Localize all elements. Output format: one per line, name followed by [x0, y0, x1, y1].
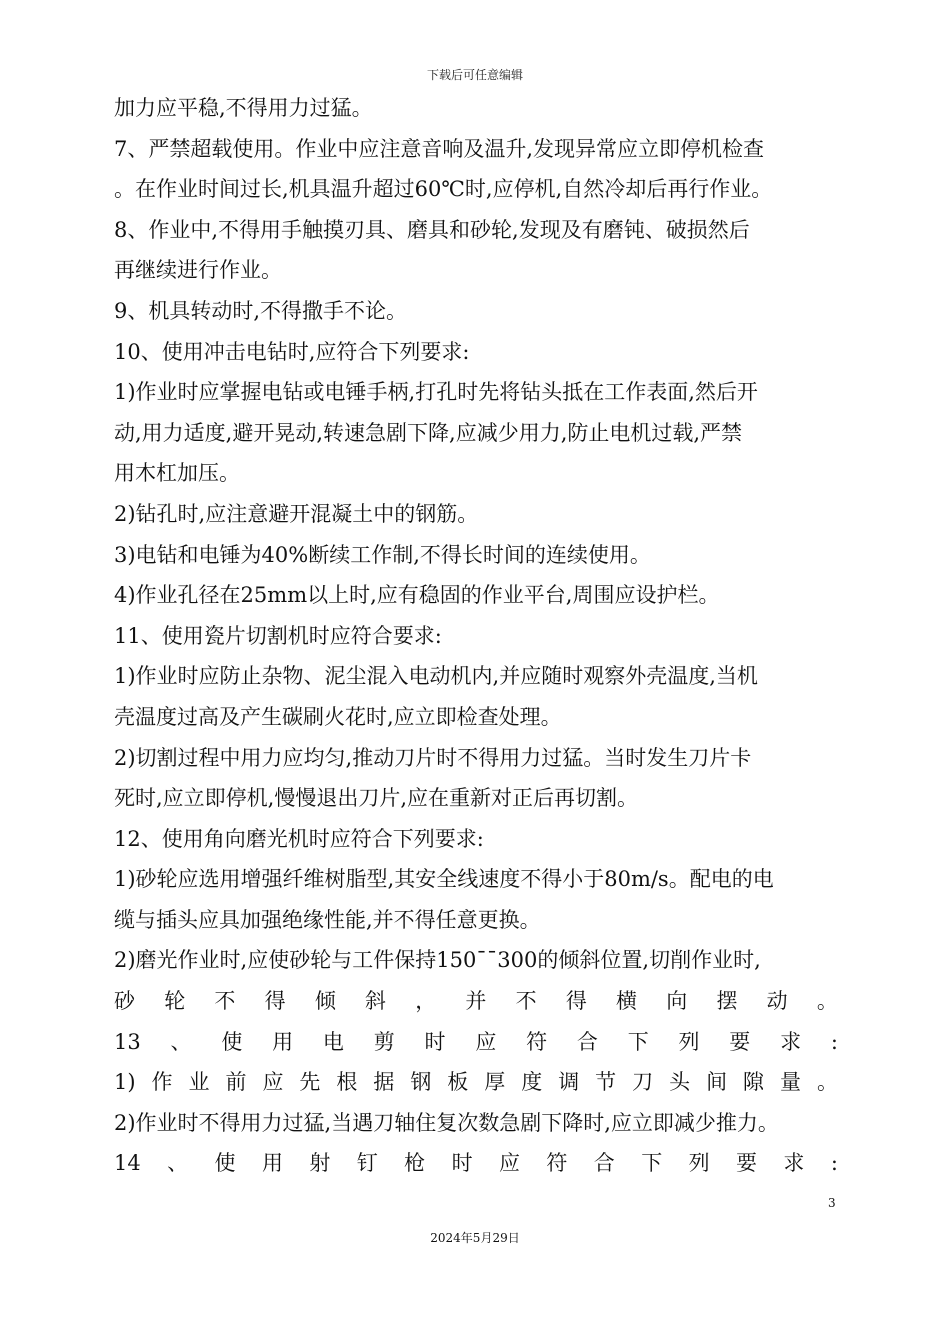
justified-char: 使	[214, 1151, 236, 1176]
document-body	[114, 88, 838, 1184]
justified-char: 厚	[484, 1070, 506, 1095]
justified-char: 轮	[164, 989, 186, 1014]
justified-char: 时	[424, 1029, 446, 1054]
justified-char: 业	[188, 1070, 210, 1095]
text-line: 用木杠加压。	[114, 461, 240, 486]
justified-line	[114, 1143, 838, 1184]
justified-char: 得	[565, 989, 587, 1014]
justified-char: 横	[616, 989, 638, 1014]
justified-char: 砂	[114, 989, 135, 1014]
justified-char: 时	[451, 1151, 473, 1176]
justified-char: 列	[678, 1029, 700, 1054]
justified-char: 隙	[743, 1070, 765, 1095]
justified-char: 要	[729, 1029, 751, 1054]
justified-char: 度	[521, 1070, 543, 1095]
justified-char: 板	[447, 1070, 469, 1095]
justified-char: 动	[766, 989, 788, 1014]
justified-char: 调	[558, 1070, 580, 1095]
justified-char: 节	[595, 1070, 617, 1095]
justified-char: 间	[706, 1070, 728, 1095]
justified-char: 剪	[373, 1029, 395, 1054]
justified-char: 不	[214, 989, 236, 1014]
text-line: 3)电钻和电锤为40%断续工作制,不得长时间的连续使用。	[114, 542, 651, 567]
justified-char: 钢	[410, 1070, 432, 1095]
justified-char: 列	[688, 1151, 710, 1176]
justified-char: 、	[167, 1151, 189, 1176]
justified-char: 头	[669, 1070, 691, 1095]
text-line: 1)作业时应掌握电钻或电锤手柄,打孔时先将钻头抵在工作表面,然后开	[114, 380, 758, 405]
justified-char: 并	[465, 989, 487, 1014]
text-line: 动,用力适度,避开晃动,转速急剧下降,应减少用力,防止电机过载,严禁	[114, 420, 743, 445]
justified-char: 据	[373, 1070, 395, 1095]
justified-char: 先	[299, 1070, 321, 1095]
justified-char: :	[830, 1029, 838, 1054]
justified-char: 摆	[716, 989, 738, 1014]
footer-date: 2024年5月29日	[430, 1231, 520, 1245]
text-line: 死时,应立即停机,慢慢退出刀片,应在重新对正后再切割。	[114, 786, 639, 811]
text-line: 11、使用瓷片切割机时应符合要求:	[114, 623, 442, 648]
text-line: 再继续进行作业。	[114, 258, 282, 283]
justified-char: 13	[114, 1029, 141, 1054]
justified-char: 量	[780, 1070, 801, 1095]
text-line: 12、使用角向磨光机时应符合下列要求:	[114, 826, 484, 851]
justified-char: ，	[415, 989, 437, 1014]
justified-char: 根	[336, 1070, 358, 1095]
text-line: 2)磨光作业时,应使砂轮与工件保持150¯¯300的倾斜位置,切削作业时,	[114, 948, 761, 973]
justified-line	[114, 1062, 838, 1103]
justified-char: 前	[225, 1070, 247, 1095]
justified-char: 。	[816, 989, 838, 1014]
justified-line	[114, 981, 838, 1022]
text-line: 。在作业时间过长,机具温升超过60℃时,应停机,自然冷却后再行作业。	[114, 177, 773, 202]
text-line: 2)钻孔时,应注意避开混凝土中的钢筋。	[114, 501, 479, 526]
justified-char: 不	[515, 989, 537, 1014]
page-header: 下载后可任意编辑	[426, 68, 523, 82]
text-line: 1)砂轮应选用增强纤维树脂型,其安全线速度不得小于80m/s。配电的电	[114, 867, 774, 892]
text-line: 1)作业时应防止杂物、泥尘混入电动机内,并应随时观察外壳温度,当机	[114, 664, 758, 689]
justified-char: 用	[272, 1029, 294, 1054]
justified-char: 下	[641, 1151, 663, 1176]
justified-char: 刀	[632, 1070, 654, 1095]
justified-char: 枪	[404, 1151, 426, 1176]
text-line: 8、作业中,不得用手触摸刃具、磨具和砂轮,发现及有磨钝、破损然后	[114, 217, 750, 242]
justified-char: 合	[576, 1029, 598, 1054]
text-line: 加力应平稳,不得用力过猛。	[114, 96, 373, 120]
page-number: 3	[828, 1196, 836, 1210]
text-line: 壳温度过高及产生碳刷火花时,应立即检查处理。	[114, 704, 562, 729]
text-line: 4)作业孔径在25mm以上时,应有稳固的作业平台,周围应设护栏。	[114, 583, 720, 608]
justified-char: 、	[170, 1029, 192, 1054]
justified-char: 钉	[356, 1151, 378, 1176]
justified-char: 得	[264, 989, 286, 1014]
justified-char: 倾	[314, 989, 336, 1014]
justified-char: 合	[593, 1151, 615, 1176]
justified-char: 射	[309, 1151, 331, 1176]
justified-char: 符	[526, 1029, 548, 1054]
text-line: 9、机具转动时,不得撒手不论。	[114, 298, 408, 323]
justified-char: :	[830, 1151, 838, 1176]
text-line: 2)作业时不得用力过猛,当遇刀轴住复次数急剧下降时,应立即减少推力。	[114, 1110, 779, 1135]
text-line: 2)切割过程中用力应均匀,推动刀片时不得用力过猛。当时发生刀片卡	[114, 745, 752, 770]
justified-char: 14	[114, 1151, 141, 1176]
text-line: 缆与插头应具加强绝缘性能,并不得任意更换。	[114, 907, 541, 932]
justified-char: 1)	[114, 1070, 136, 1095]
justified-char: 作	[151, 1070, 173, 1095]
justified-char: 向	[666, 989, 688, 1014]
justified-line	[114, 1022, 838, 1063]
justified-char: 用	[261, 1151, 283, 1176]
justified-char: 下	[627, 1029, 649, 1054]
justified-char: 应	[262, 1070, 284, 1095]
justified-char: 使	[221, 1029, 243, 1054]
justified-char: 求	[783, 1151, 805, 1176]
justified-char: 。	[816, 1070, 838, 1095]
text-line: 7、严禁超载使用。作业中应注意音响及温升,发现异常应立即停机检查	[114, 136, 765, 161]
justified-char: 应	[475, 1029, 497, 1054]
justified-char: 符	[546, 1151, 568, 1176]
justified-char: 斜	[365, 989, 387, 1014]
text-line: 10、使用冲击电钻时,应符合下列要求:	[114, 339, 470, 364]
justified-char: 要	[736, 1151, 758, 1176]
justified-char: 电	[322, 1029, 344, 1054]
justified-char: 求	[780, 1029, 802, 1054]
justified-char: 应	[498, 1151, 520, 1176]
